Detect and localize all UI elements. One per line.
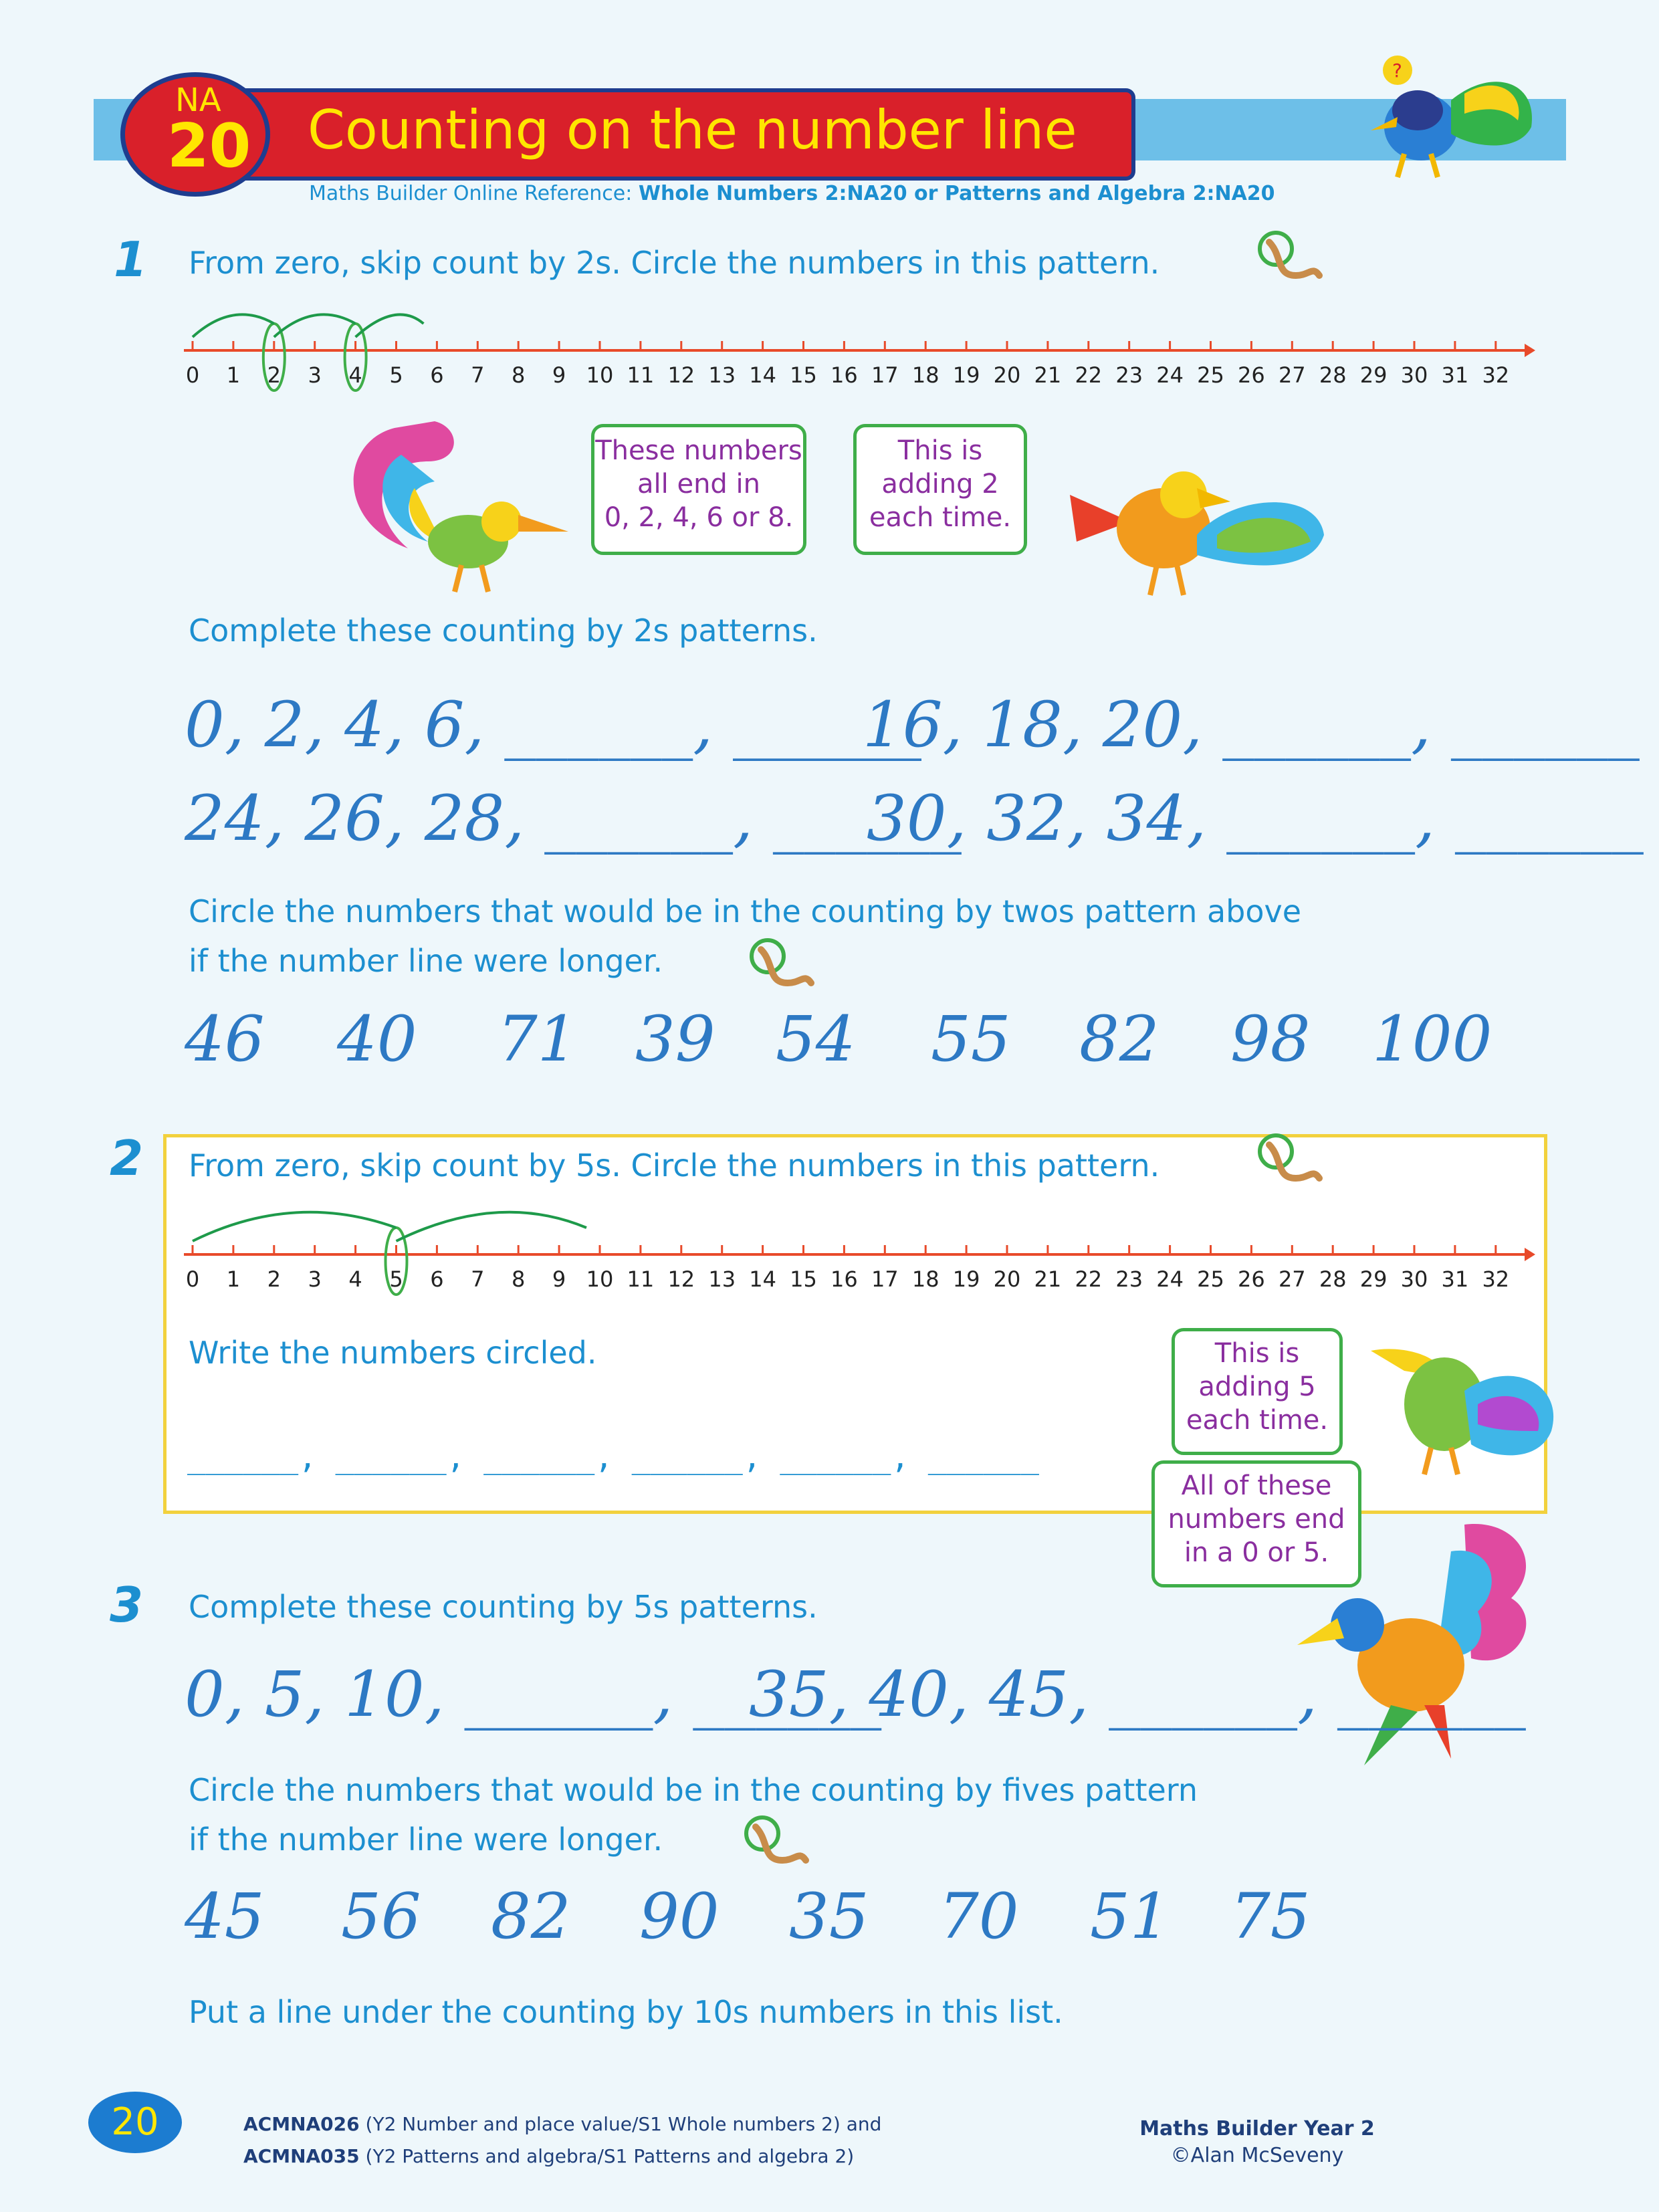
tick-label: 10 <box>586 362 614 388</box>
online-reference <box>309 182 1275 205</box>
q1-complete-instruction: Complete these counting by 2s patterns. <box>189 613 818 649</box>
q1-instruction: From zero, skip count by 2s. Circle the numbers in this pattern. <box>189 245 1160 281</box>
tick-label: 20 <box>993 362 1021 388</box>
q1-pattern-4: 30, 32, 34, ______, ______ <box>867 782 1644 855</box>
question-1-number: 1 <box>114 231 148 288</box>
question-2-number: 2 <box>110 1130 144 1186</box>
tick-label: 18 <box>911 362 939 388</box>
q3-pattern-1: 0, 5, 10, ______, ______ <box>185 1658 882 1731</box>
curriculum-code-2 <box>243 2145 854 2167</box>
parrot-header-illustration <box>1357 53 1558 187</box>
q1-candidate[interactable]: 54 <box>776 1003 856 1076</box>
tick-label: 19 <box>952 1266 980 1292</box>
q3-candidate[interactable]: 70 <box>939 1880 1019 1953</box>
tick-label: 17 <box>871 1266 899 1292</box>
bubble-line: numbers end <box>1168 1504 1345 1535</box>
tick-label: 14 <box>749 362 776 388</box>
q3-candidate[interactable]: 45 <box>185 1880 265 1953</box>
q1-candidate[interactable]: 55 <box>931 1003 1011 1076</box>
tick-label: 1 <box>226 362 241 388</box>
tick-label: 15 <box>790 362 817 388</box>
tick-label: 6 <box>430 1266 444 1292</box>
code-2-text: (Y2 Patterns and algebra/S1 Patterns and algebra 2) <box>365 2145 855 2167</box>
q1-candidate[interactable]: 100 <box>1372 1003 1492 1076</box>
q3-pattern-2: 35, 40, 45, ______, ______ <box>749 1658 1526 1731</box>
tick-label: 27 <box>1278 1266 1306 1292</box>
tick-label: 19 <box>952 362 980 388</box>
badge-code: NA <box>175 82 221 119</box>
q3-candidate[interactable]: 75 <box>1230 1880 1311 1953</box>
tick-label: 26 <box>1238 362 1265 388</box>
tick-label: 14 <box>749 1266 776 1292</box>
tick-label: 30 <box>1400 362 1428 388</box>
tick-label: 0 <box>185 362 200 388</box>
speech-bubble-even-endings <box>591 424 806 555</box>
svg-text:?: ? <box>1392 60 1402 82</box>
tick-label: 22 <box>1075 362 1103 388</box>
parrot-right-illustration <box>1057 455 1337 602</box>
q2-instruction: From zero, skip count by 5s. Circle the numbers in this pattern. <box>189 1147 1160 1184</box>
bubble-line: adding 5 <box>1198 1371 1316 1402</box>
q3-underline-instruction: Put a line under the counting by 10s numbers in this list. <box>189 1994 1063 2030</box>
peacock-flying-illustration <box>1291 1511 1571 1779</box>
code-1-text: (Y2 Number and place value/S1 Whole numbers 2) and <box>365 2113 882 2135</box>
tick-label: 22 <box>1075 1266 1103 1292</box>
tick-label: 18 <box>911 1266 939 1292</box>
axis-arrowhead <box>1525 344 1535 357</box>
tick-label: 7 <box>471 362 485 388</box>
tick-label: 3 <box>308 1266 322 1292</box>
code-1: ACMNA026 <box>243 2113 360 2135</box>
tick-label: 10 <box>586 1266 614 1292</box>
q1-pattern-1: 0, 2, 4, 6, ______, ______ <box>185 689 922 762</box>
q1-candidate[interactable]: 82 <box>1079 1003 1159 1076</box>
tick-label: 21 <box>1034 1266 1062 1292</box>
tick-label: 11 <box>627 1266 655 1292</box>
bubble-line: 0, 2, 4, 6 or 8. <box>604 502 794 533</box>
q1-pattern-3: 24, 26, 28, ______, ______ <box>185 782 962 855</box>
tick-label: 24 <box>1156 1266 1184 1292</box>
tick-label: 4 <box>348 1266 362 1292</box>
tick-label: 4 <box>348 362 362 388</box>
bubble-line: This is <box>1214 1338 1300 1369</box>
code-2: ACMNA035 <box>243 2145 360 2167</box>
tick-label: 13 <box>708 362 736 388</box>
tick-label: 9 <box>552 362 566 388</box>
tick-label: 2 <box>267 1266 281 1292</box>
q1-candidate[interactable]: 46 <box>185 1003 265 1076</box>
worm-hint-icon <box>736 1813 809 1867</box>
bubble-line: in a 0 or 5. <box>1184 1537 1329 1568</box>
tick-label: 23 <box>1115 1266 1143 1292</box>
tick-label: 26 <box>1238 1266 1265 1292</box>
question-3-number: 3 <box>110 1577 144 1633</box>
tick-label: 0 <box>185 1266 200 1292</box>
tick-label: 29 <box>1359 362 1388 388</box>
q3-candidate[interactable]: 56 <box>341 1880 421 1953</box>
skip-count-arrow <box>356 314 424 337</box>
tick-label: 3 <box>308 362 322 388</box>
speech-bubble-adding-2 <box>853 424 1027 555</box>
q3-circle-instruction-line1: Circle the numbers that would be in the counting by fives pattern <box>189 1772 1198 1808</box>
q2-answer-blanks[interactable]: ______, ______, ______, ______, ______, ______ <box>187 1439 1039 1475</box>
skip-count-arrow <box>397 1212 587 1241</box>
q2-write-instruction: Write the numbers circled. <box>189 1335 597 1371</box>
tick-label: 2 <box>267 362 281 388</box>
page-number-badge: 20 <box>88 2092 182 2153</box>
q1-candidate[interactable]: 40 <box>337 1003 417 1076</box>
tick-label: 15 <box>790 1266 817 1292</box>
tick-label: 30 <box>1400 1266 1428 1292</box>
tick-label: 21 <box>1034 362 1062 388</box>
tick-label: 8 <box>512 1266 526 1292</box>
tick-label: 13 <box>708 1266 736 1292</box>
tick-label: 24 <box>1156 362 1184 388</box>
curriculum-code-1 <box>243 2113 881 2135</box>
tick-label: 31 <box>1441 362 1469 388</box>
worm-hint-icon <box>741 936 814 990</box>
tick-label: 20 <box>993 1266 1021 1292</box>
bubble-line: adding 2 <box>881 469 999 500</box>
bubble-line: each time. <box>869 502 1012 533</box>
tick-label: 29 <box>1359 1266 1388 1292</box>
skip-count-arrow <box>193 314 274 337</box>
tick-label: 5 <box>389 362 403 388</box>
tick-label: 1 <box>226 1266 241 1292</box>
tick-label: 25 <box>1197 362 1224 388</box>
speech-bubble-adding-5 <box>1172 1328 1343 1455</box>
q1-circle-instruction-line1: Circle the numbers that would be in the counting by twos pattern above <box>189 893 1302 929</box>
tick-label: 6 <box>430 362 444 388</box>
q1-candidate[interactable]: 98 <box>1230 1003 1311 1076</box>
bubble-line: This is <box>897 435 983 466</box>
bubble-line: all end in <box>637 469 760 500</box>
q3-circle-instruction-line2: if the number line were longer. <box>189 1821 663 1858</box>
tick-label: 23 <box>1115 362 1143 388</box>
q1-number-line <box>181 267 1531 415</box>
tick-label: 28 <box>1319 1266 1347 1292</box>
tick-label: 16 <box>831 1266 858 1292</box>
tick-label: 12 <box>667 362 695 388</box>
q3-candidate[interactable]: 90 <box>639 1880 720 1953</box>
q1-circle-instruction-line2: if the number line were longer. <box>189 943 663 979</box>
tick-label: 7 <box>471 1266 485 1292</box>
tick-label: 16 <box>831 362 858 388</box>
tick-label: 28 <box>1319 362 1347 388</box>
skip-count-arrow <box>193 1212 397 1241</box>
bubble-line: All of these <box>1181 1470 1332 1501</box>
tick-label: 11 <box>627 362 655 388</box>
reference-topics: Whole Numbers 2:NA20 or Patterns and Algebra 2:NA20 <box>638 182 1275 205</box>
tick-label: 12 <box>667 1266 695 1292</box>
page-title: Counting on the number line <box>308 99 1077 161</box>
skip-count-arrow <box>274 314 356 337</box>
q3-candidate[interactable]: 51 <box>1090 1880 1170 1953</box>
book-title: Maths Builder Year 2 <box>1139 2117 1375 2140</box>
tick-label: 25 <box>1197 1266 1224 1292</box>
q1-candidate[interactable]: 71 <box>497 1003 578 1076</box>
tick-label: 17 <box>871 362 899 388</box>
q1-candidate[interactable]: 39 <box>635 1003 715 1076</box>
tick-label: 32 <box>1482 1266 1510 1292</box>
tick-label: 27 <box>1278 362 1306 388</box>
copyright: ©Alan McSeveny <box>1170 2144 1344 2167</box>
bubble-line: These numbers <box>595 435 802 466</box>
reference-prefix: Maths Builder Online Reference: <box>309 182 633 205</box>
tick-label: 31 <box>1441 1266 1469 1292</box>
tick-label: 32 <box>1482 362 1510 388</box>
badge-number: 20 <box>167 111 251 181</box>
toucan-illustration <box>1364 1331 1565 1484</box>
bubble-line: each time. <box>1186 1405 1329 1436</box>
peacock-left-illustration <box>328 415 582 595</box>
q2-number-line <box>181 1172 1531 1319</box>
q1-pattern-2: 16, 18, 20, ______, ______ <box>863 689 1640 762</box>
tick-label: 5 <box>389 1266 403 1292</box>
q3-candidate[interactable]: 35 <box>789 1880 869 1953</box>
tick-label: 8 <box>512 362 526 388</box>
tick-label: 9 <box>552 1266 566 1292</box>
q3-candidate[interactable]: 82 <box>491 1880 571 1953</box>
q3-instruction: Complete these counting by 5s patterns. <box>189 1589 818 1625</box>
